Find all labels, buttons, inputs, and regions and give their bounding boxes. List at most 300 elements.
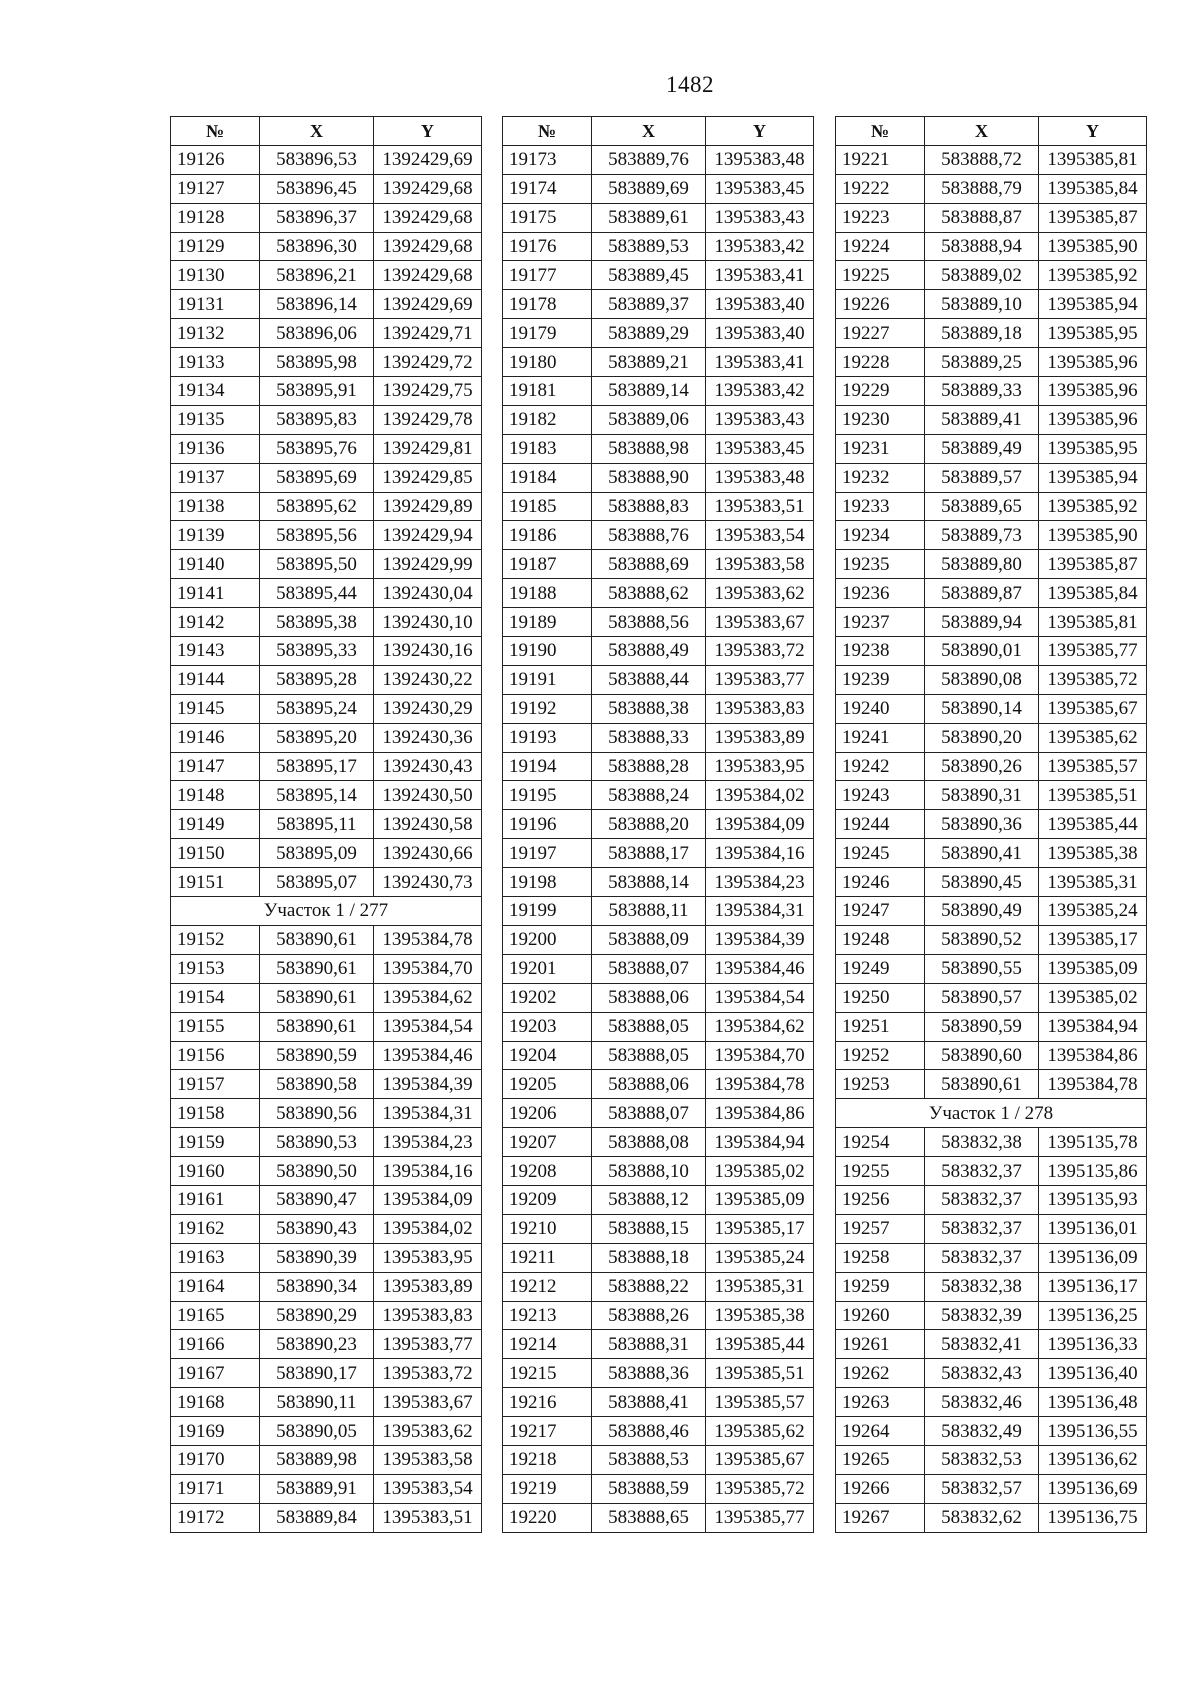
x-coordinate-cell: 583832,62 — [925, 1503, 1039, 1532]
x-coordinate-cell: 583895,91 — [260, 377, 374, 406]
point-number-cell: 19182 — [503, 405, 592, 434]
y-coordinate-cell: 1395384,46 — [374, 1041, 482, 1070]
y-coordinate-cell: 1392430,50 — [374, 781, 482, 810]
table-row — [836, 319, 1147, 348]
point-number-cell: 19177 — [503, 261, 592, 290]
x-coordinate-cell: 583896,53 — [260, 145, 374, 174]
point-number-cell: 19160 — [171, 1157, 260, 1186]
point-number-cell: 19193 — [503, 723, 592, 752]
y-coordinate-cell: 1395383,41 — [706, 348, 814, 377]
table-row — [503, 1359, 814, 1388]
point-number-cell: 19228 — [836, 348, 925, 377]
y-coordinate-cell: 1395385,51 — [1039, 781, 1147, 810]
point-number-cell: 19216 — [503, 1388, 592, 1417]
x-coordinate-cell: 583888,87 — [925, 203, 1039, 232]
point-number-cell: 19132 — [171, 319, 260, 348]
point-number-cell: 19221 — [836, 145, 925, 174]
table-row — [503, 897, 814, 926]
x-coordinate-cell: 583895,14 — [260, 781, 374, 810]
coordinates-table-middle — [502, 116, 814, 1533]
y-coordinate-cell: 1395383,95 — [374, 1243, 482, 1272]
table-row — [836, 232, 1147, 261]
x-coordinate-cell: 583888,76 — [592, 521, 706, 550]
point-number-cell: 19261 — [836, 1330, 925, 1359]
y-coordinate-cell: 1395385,94 — [1039, 463, 1147, 492]
point-number-cell: 19235 — [836, 550, 925, 579]
table-row — [503, 203, 814, 232]
table-row — [171, 521, 482, 550]
y-coordinate-cell: 1395385,96 — [1039, 405, 1147, 434]
table-row — [171, 1330, 482, 1359]
y-coordinate-cell: 1395384,78 — [374, 925, 482, 954]
y-coordinate-cell: 1395385,92 — [1039, 492, 1147, 521]
table-row — [836, 1417, 1147, 1446]
y-coordinate-cell: 1395385,31 — [706, 1272, 814, 1301]
table-row — [836, 261, 1147, 290]
table-row — [171, 1301, 482, 1330]
point-number-cell: 19158 — [171, 1099, 260, 1128]
table-row — [503, 781, 814, 810]
table-row — [836, 1272, 1147, 1301]
point-number-cell: 19183 — [503, 434, 592, 463]
point-number-cell: 19247 — [836, 897, 925, 926]
x-coordinate-cell: 583888,49 — [592, 637, 706, 666]
y-coordinate-cell: 1395385,67 — [706, 1445, 814, 1474]
table-row — [836, 1388, 1147, 1417]
point-number-cell: 19246 — [836, 868, 925, 897]
y-coordinate-cell: 1395383,58 — [374, 1445, 482, 1474]
point-number-cell: 19211 — [503, 1243, 592, 1272]
table-row — [503, 1128, 814, 1157]
x-coordinate-cell: 583896,45 — [260, 174, 374, 203]
x-coordinate-cell: 583832,38 — [925, 1272, 1039, 1301]
table-row — [503, 1012, 814, 1041]
table-row — [171, 232, 482, 261]
x-coordinate-cell: 583895,83 — [260, 405, 374, 434]
table-row — [503, 1157, 814, 1186]
point-number-cell: 19149 — [171, 810, 260, 839]
header-row — [171, 117, 482, 146]
y-coordinate-cell: 1392429,69 — [374, 290, 482, 319]
y-coordinate-cell: 1392429,68 — [374, 261, 482, 290]
point-number-cell: 19143 — [171, 637, 260, 666]
y-coordinate-cell: 1395383,89 — [706, 723, 814, 752]
table-row — [503, 174, 814, 203]
point-number-cell: 19199 — [503, 897, 592, 926]
x-coordinate-cell: 583888,38 — [592, 694, 706, 723]
header-row — [836, 117, 1147, 146]
point-number-cell: 19224 — [836, 232, 925, 261]
x-coordinate-cell: 583890,49 — [925, 897, 1039, 926]
x-coordinate-cell: 583890,20 — [925, 723, 1039, 752]
y-coordinate-cell: 1395384,86 — [706, 1099, 814, 1128]
point-number-cell: 19200 — [503, 925, 592, 954]
point-number-cell: 19256 — [836, 1185, 925, 1214]
header-x: X — [925, 117, 1039, 146]
table-row — [836, 145, 1147, 174]
table-row — [503, 1417, 814, 1446]
table-row — [171, 203, 482, 232]
y-coordinate-cell: 1395385,62 — [1039, 723, 1147, 752]
point-number-cell: 19257 — [836, 1214, 925, 1243]
y-coordinate-cell: 1395384,86 — [1039, 1041, 1147, 1070]
table-row — [503, 1070, 814, 1099]
point-number-cell: 19223 — [836, 203, 925, 232]
x-coordinate-cell: 583832,37 — [925, 1185, 1039, 1214]
y-coordinate-cell: 1392429,68 — [374, 203, 482, 232]
table-row — [503, 810, 814, 839]
table-row — [503, 232, 814, 261]
x-coordinate-cell: 583832,37 — [925, 1243, 1039, 1272]
y-coordinate-cell: 1395385,84 — [1039, 174, 1147, 203]
y-coordinate-cell: 1395385,44 — [1039, 810, 1147, 839]
point-number-cell: 19131 — [171, 290, 260, 319]
y-coordinate-cell: 1392430,16 — [374, 637, 482, 666]
table-row — [836, 348, 1147, 377]
table-row — [171, 1012, 482, 1041]
point-number-cell: 19206 — [503, 1099, 592, 1128]
point-number-cell: 19241 — [836, 723, 925, 752]
table-row — [503, 983, 814, 1012]
table-row — [503, 839, 814, 868]
point-number-cell: 19154 — [171, 983, 260, 1012]
table-row — [171, 637, 482, 666]
y-coordinate-cell: 1395136,09 — [1039, 1243, 1147, 1272]
x-coordinate-cell: 583889,33 — [925, 377, 1039, 406]
table-row — [836, 1185, 1147, 1214]
table-row — [836, 1301, 1147, 1330]
y-coordinate-cell: 1392430,73 — [374, 868, 482, 897]
y-coordinate-cell: 1392430,58 — [374, 810, 482, 839]
x-coordinate-cell: 583888,07 — [592, 954, 706, 983]
y-coordinate-cell: 1392430,36 — [374, 723, 482, 752]
table-row — [171, 810, 482, 839]
section-row — [836, 1099, 1147, 1128]
y-coordinate-cell: 1395384,62 — [374, 983, 482, 1012]
x-coordinate-cell: 583895,50 — [260, 550, 374, 579]
y-coordinate-cell: 1395384,70 — [706, 1041, 814, 1070]
table-row — [503, 463, 814, 492]
x-coordinate-cell: 583889,45 — [592, 261, 706, 290]
y-coordinate-cell: 1395383,72 — [706, 637, 814, 666]
x-coordinate-cell: 583832,57 — [925, 1474, 1039, 1503]
table-row — [503, 550, 814, 579]
table-row — [836, 463, 1147, 492]
y-coordinate-cell: 1395136,75 — [1039, 1503, 1147, 1532]
x-coordinate-cell: 583890,45 — [925, 868, 1039, 897]
point-number-cell: 19152 — [171, 925, 260, 954]
table-row — [503, 290, 814, 319]
x-coordinate-cell: 583890,61 — [260, 1012, 374, 1041]
point-number-cell: 19191 — [503, 665, 592, 694]
table-row — [171, 1243, 482, 1272]
table-row — [171, 723, 482, 752]
header-x: X — [592, 117, 706, 146]
y-coordinate-cell: 1395135,78 — [1039, 1128, 1147, 1157]
table-row — [171, 145, 482, 174]
point-number-cell: 19128 — [171, 203, 260, 232]
point-number-cell: 19161 — [171, 1185, 260, 1214]
x-coordinate-cell: 583889,94 — [925, 608, 1039, 637]
table-row — [171, 405, 482, 434]
point-number-cell: 19190 — [503, 637, 592, 666]
y-coordinate-cell: 1395385,02 — [706, 1157, 814, 1186]
header-no: № — [171, 117, 260, 146]
point-number-cell: 19218 — [503, 1445, 592, 1474]
table-row — [171, 1099, 482, 1128]
point-number-cell: 19232 — [836, 463, 925, 492]
y-coordinate-cell: 1395384,54 — [706, 983, 814, 1012]
page-number: 1482 — [666, 72, 714, 97]
point-number-cell: 19263 — [836, 1388, 925, 1417]
y-coordinate-cell: 1395136,40 — [1039, 1359, 1147, 1388]
point-number-cell: 19201 — [503, 954, 592, 983]
y-coordinate-cell: 1395383,83 — [374, 1301, 482, 1330]
y-coordinate-cell: 1395384,78 — [1039, 1070, 1147, 1099]
x-coordinate-cell: 583889,84 — [260, 1503, 374, 1532]
table-row — [171, 1041, 482, 1070]
table-row — [836, 1041, 1147, 1070]
y-coordinate-cell: 1392429,78 — [374, 405, 482, 434]
x-coordinate-cell: 583890,08 — [925, 665, 1039, 694]
x-coordinate-cell: 583895,20 — [260, 723, 374, 752]
y-coordinate-cell: 1395385,09 — [706, 1185, 814, 1214]
table-row — [836, 579, 1147, 608]
table-row — [836, 1330, 1147, 1359]
y-coordinate-cell: 1395383,62 — [706, 579, 814, 608]
x-coordinate-cell: 583832,37 — [925, 1214, 1039, 1243]
y-coordinate-cell: 1395385,72 — [706, 1474, 814, 1503]
table-row — [503, 694, 814, 723]
x-coordinate-cell: 583895,07 — [260, 868, 374, 897]
y-coordinate-cell: 1395384,31 — [374, 1099, 482, 1128]
x-coordinate-cell: 583890,61 — [925, 1070, 1039, 1099]
y-coordinate-cell: 1395385,77 — [1039, 637, 1147, 666]
y-coordinate-cell: 1395135,86 — [1039, 1157, 1147, 1186]
table-row — [836, 1214, 1147, 1243]
point-number-cell: 19255 — [836, 1157, 925, 1186]
x-coordinate-cell: 583888,26 — [592, 1301, 706, 1330]
point-number-cell: 19207 — [503, 1128, 592, 1157]
x-coordinate-cell: 583890,56 — [260, 1099, 374, 1128]
point-number-cell: 19175 — [503, 203, 592, 232]
x-coordinate-cell: 583895,17 — [260, 752, 374, 781]
y-coordinate-cell: 1395385,24 — [706, 1243, 814, 1272]
table-row — [836, 954, 1147, 983]
point-number-cell: 19217 — [503, 1417, 592, 1446]
point-number-cell: 19203 — [503, 1012, 592, 1041]
x-coordinate-cell: 583895,69 — [260, 463, 374, 492]
point-number-cell: 19194 — [503, 752, 592, 781]
point-number-cell: 19168 — [171, 1388, 260, 1417]
x-coordinate-cell: 583889,61 — [592, 203, 706, 232]
y-coordinate-cell: 1395384,09 — [374, 1185, 482, 1214]
x-coordinate-cell: 583888,05 — [592, 1041, 706, 1070]
y-coordinate-cell: 1395383,51 — [374, 1503, 482, 1532]
y-coordinate-cell: 1395384,02 — [374, 1214, 482, 1243]
point-number-cell: 19176 — [503, 232, 592, 261]
x-coordinate-cell: 583888,72 — [925, 145, 1039, 174]
y-coordinate-cell: 1395385,38 — [706, 1301, 814, 1330]
point-number-cell: 19214 — [503, 1330, 592, 1359]
x-coordinate-cell: 583888,17 — [592, 839, 706, 868]
point-number-cell: 19133 — [171, 348, 260, 377]
y-coordinate-cell: 1395384,23 — [706, 868, 814, 897]
table-row — [171, 1359, 482, 1388]
point-number-cell: 19164 — [171, 1272, 260, 1301]
table-row — [836, 1503, 1147, 1532]
table-row — [836, 1474, 1147, 1503]
y-coordinate-cell: 1395384,09 — [706, 810, 814, 839]
x-coordinate-cell: 583888,53 — [592, 1445, 706, 1474]
point-number-cell: 19266 — [836, 1474, 925, 1503]
y-coordinate-cell: 1392429,99 — [374, 550, 482, 579]
x-coordinate-cell: 583888,36 — [592, 1359, 706, 1388]
point-number-cell: 19197 — [503, 839, 592, 868]
x-coordinate-cell: 583888,69 — [592, 550, 706, 579]
point-number-cell: 19153 — [171, 954, 260, 983]
y-coordinate-cell: 1392429,85 — [374, 463, 482, 492]
x-coordinate-cell: 583890,53 — [260, 1128, 374, 1157]
y-coordinate-cell: 1395383,72 — [374, 1359, 482, 1388]
point-number-cell: 19189 — [503, 608, 592, 637]
x-coordinate-cell: 583889,21 — [592, 348, 706, 377]
table-row — [503, 1272, 814, 1301]
y-coordinate-cell: 1395384,23 — [374, 1128, 482, 1157]
point-number-cell: 19134 — [171, 377, 260, 406]
y-coordinate-cell: 1395385,94 — [1039, 290, 1147, 319]
y-coordinate-cell: 1395383,43 — [706, 405, 814, 434]
x-coordinate-cell: 583890,60 — [925, 1041, 1039, 1070]
x-coordinate-cell: 583889,80 — [925, 550, 1039, 579]
x-coordinate-cell: 583890,05 — [260, 1417, 374, 1446]
x-coordinate-cell: 583896,14 — [260, 290, 374, 319]
y-coordinate-cell: 1392429,71 — [374, 319, 482, 348]
y-coordinate-cell: 1392430,29 — [374, 694, 482, 723]
table-row — [503, 1445, 814, 1474]
x-coordinate-cell: 583890,01 — [925, 637, 1039, 666]
table-row — [171, 348, 482, 377]
y-coordinate-cell: 1395383,54 — [706, 521, 814, 550]
point-number-cell: 19155 — [171, 1012, 260, 1041]
point-number-cell: 19220 — [503, 1503, 592, 1532]
y-coordinate-cell: 1395383,51 — [706, 492, 814, 521]
table-row — [171, 1214, 482, 1243]
x-coordinate-cell: 583895,24 — [260, 694, 374, 723]
point-number-cell: 19129 — [171, 232, 260, 261]
table-row — [836, 665, 1147, 694]
y-coordinate-cell: 1395385,90 — [1039, 521, 1147, 550]
y-coordinate-cell: 1395384,16 — [374, 1157, 482, 1186]
point-number-cell: 19138 — [171, 492, 260, 521]
y-coordinate-cell: 1395136,48 — [1039, 1388, 1147, 1417]
y-coordinate-cell: 1392429,81 — [374, 434, 482, 463]
table-row — [171, 492, 482, 521]
point-number-cell: 19219 — [503, 1474, 592, 1503]
x-coordinate-cell: 583890,58 — [260, 1070, 374, 1099]
y-coordinate-cell: 1395385,67 — [1039, 694, 1147, 723]
x-coordinate-cell: 583895,76 — [260, 434, 374, 463]
table-row — [836, 1128, 1147, 1157]
x-coordinate-cell: 583832,46 — [925, 1388, 1039, 1417]
x-coordinate-cell: 583890,17 — [260, 1359, 374, 1388]
y-coordinate-cell: 1395384,02 — [706, 781, 814, 810]
y-coordinate-cell: 1395385,96 — [1039, 377, 1147, 406]
point-number-cell: 19172 — [171, 1503, 260, 1532]
point-number-cell: 19127 — [171, 174, 260, 203]
point-number-cell: 19156 — [171, 1041, 260, 1070]
x-coordinate-cell: 583889,65 — [925, 492, 1039, 521]
table-row — [171, 174, 482, 203]
table-row — [503, 954, 814, 983]
table-row — [503, 637, 814, 666]
y-coordinate-cell: 1392429,89 — [374, 492, 482, 521]
table-row — [836, 868, 1147, 897]
table-row — [503, 1330, 814, 1359]
point-number-cell: 19195 — [503, 781, 592, 810]
point-number-cell: 19265 — [836, 1445, 925, 1474]
point-number-cell: 19229 — [836, 377, 925, 406]
x-coordinate-cell: 583888,06 — [592, 983, 706, 1012]
point-number-cell: 19210 — [503, 1214, 592, 1243]
table-row — [503, 1185, 814, 1214]
x-coordinate-cell: 583890,11 — [260, 1388, 374, 1417]
x-coordinate-cell: 583832,38 — [925, 1128, 1039, 1157]
y-coordinate-cell: 1392429,68 — [374, 232, 482, 261]
x-coordinate-cell: 583888,20 — [592, 810, 706, 839]
y-coordinate-cell: 1395385,57 — [1039, 752, 1147, 781]
point-number-cell: 19174 — [503, 174, 592, 203]
table-row — [171, 550, 482, 579]
point-number-cell: 19151 — [171, 868, 260, 897]
point-number-cell: 19188 — [503, 579, 592, 608]
y-coordinate-cell: 1395385,24 — [1039, 897, 1147, 926]
y-coordinate-cell: 1395385,72 — [1039, 665, 1147, 694]
table-row — [171, 1128, 482, 1157]
x-coordinate-cell: 583890,47 — [260, 1185, 374, 1214]
table-row — [503, 665, 814, 694]
y-coordinate-cell: 1395135,93 — [1039, 1185, 1147, 1214]
table-row — [503, 1388, 814, 1417]
point-number-cell: 19179 — [503, 319, 592, 348]
y-coordinate-cell: 1395383,45 — [706, 434, 814, 463]
x-coordinate-cell: 583890,52 — [925, 925, 1039, 954]
y-coordinate-cell: 1395384,46 — [706, 954, 814, 983]
point-number-cell: 19148 — [171, 781, 260, 810]
y-coordinate-cell: 1395384,78 — [706, 1070, 814, 1099]
y-coordinate-cell: 1395383,48 — [706, 145, 814, 174]
y-coordinate-cell: 1395384,39 — [706, 925, 814, 954]
x-coordinate-cell: 583888,05 — [592, 1012, 706, 1041]
point-number-cell: 19166 — [171, 1330, 260, 1359]
y-coordinate-cell: 1395383,89 — [374, 1272, 482, 1301]
point-number-cell: 19245 — [836, 839, 925, 868]
y-coordinate-cell: 1395383,83 — [706, 694, 814, 723]
table-row — [503, 145, 814, 174]
y-coordinate-cell: 1392430,04 — [374, 579, 482, 608]
table-row — [171, 781, 482, 810]
table-row — [171, 1503, 482, 1532]
point-number-cell: 19130 — [171, 261, 260, 290]
point-number-cell: 19244 — [836, 810, 925, 839]
x-coordinate-cell: 583888,22 — [592, 1272, 706, 1301]
table-row — [836, 637, 1147, 666]
point-number-cell: 19185 — [503, 492, 592, 521]
x-coordinate-cell: 583890,23 — [260, 1330, 374, 1359]
table-row — [503, 752, 814, 781]
x-coordinate-cell: 583888,09 — [592, 925, 706, 954]
point-number-cell: 19253 — [836, 1070, 925, 1099]
